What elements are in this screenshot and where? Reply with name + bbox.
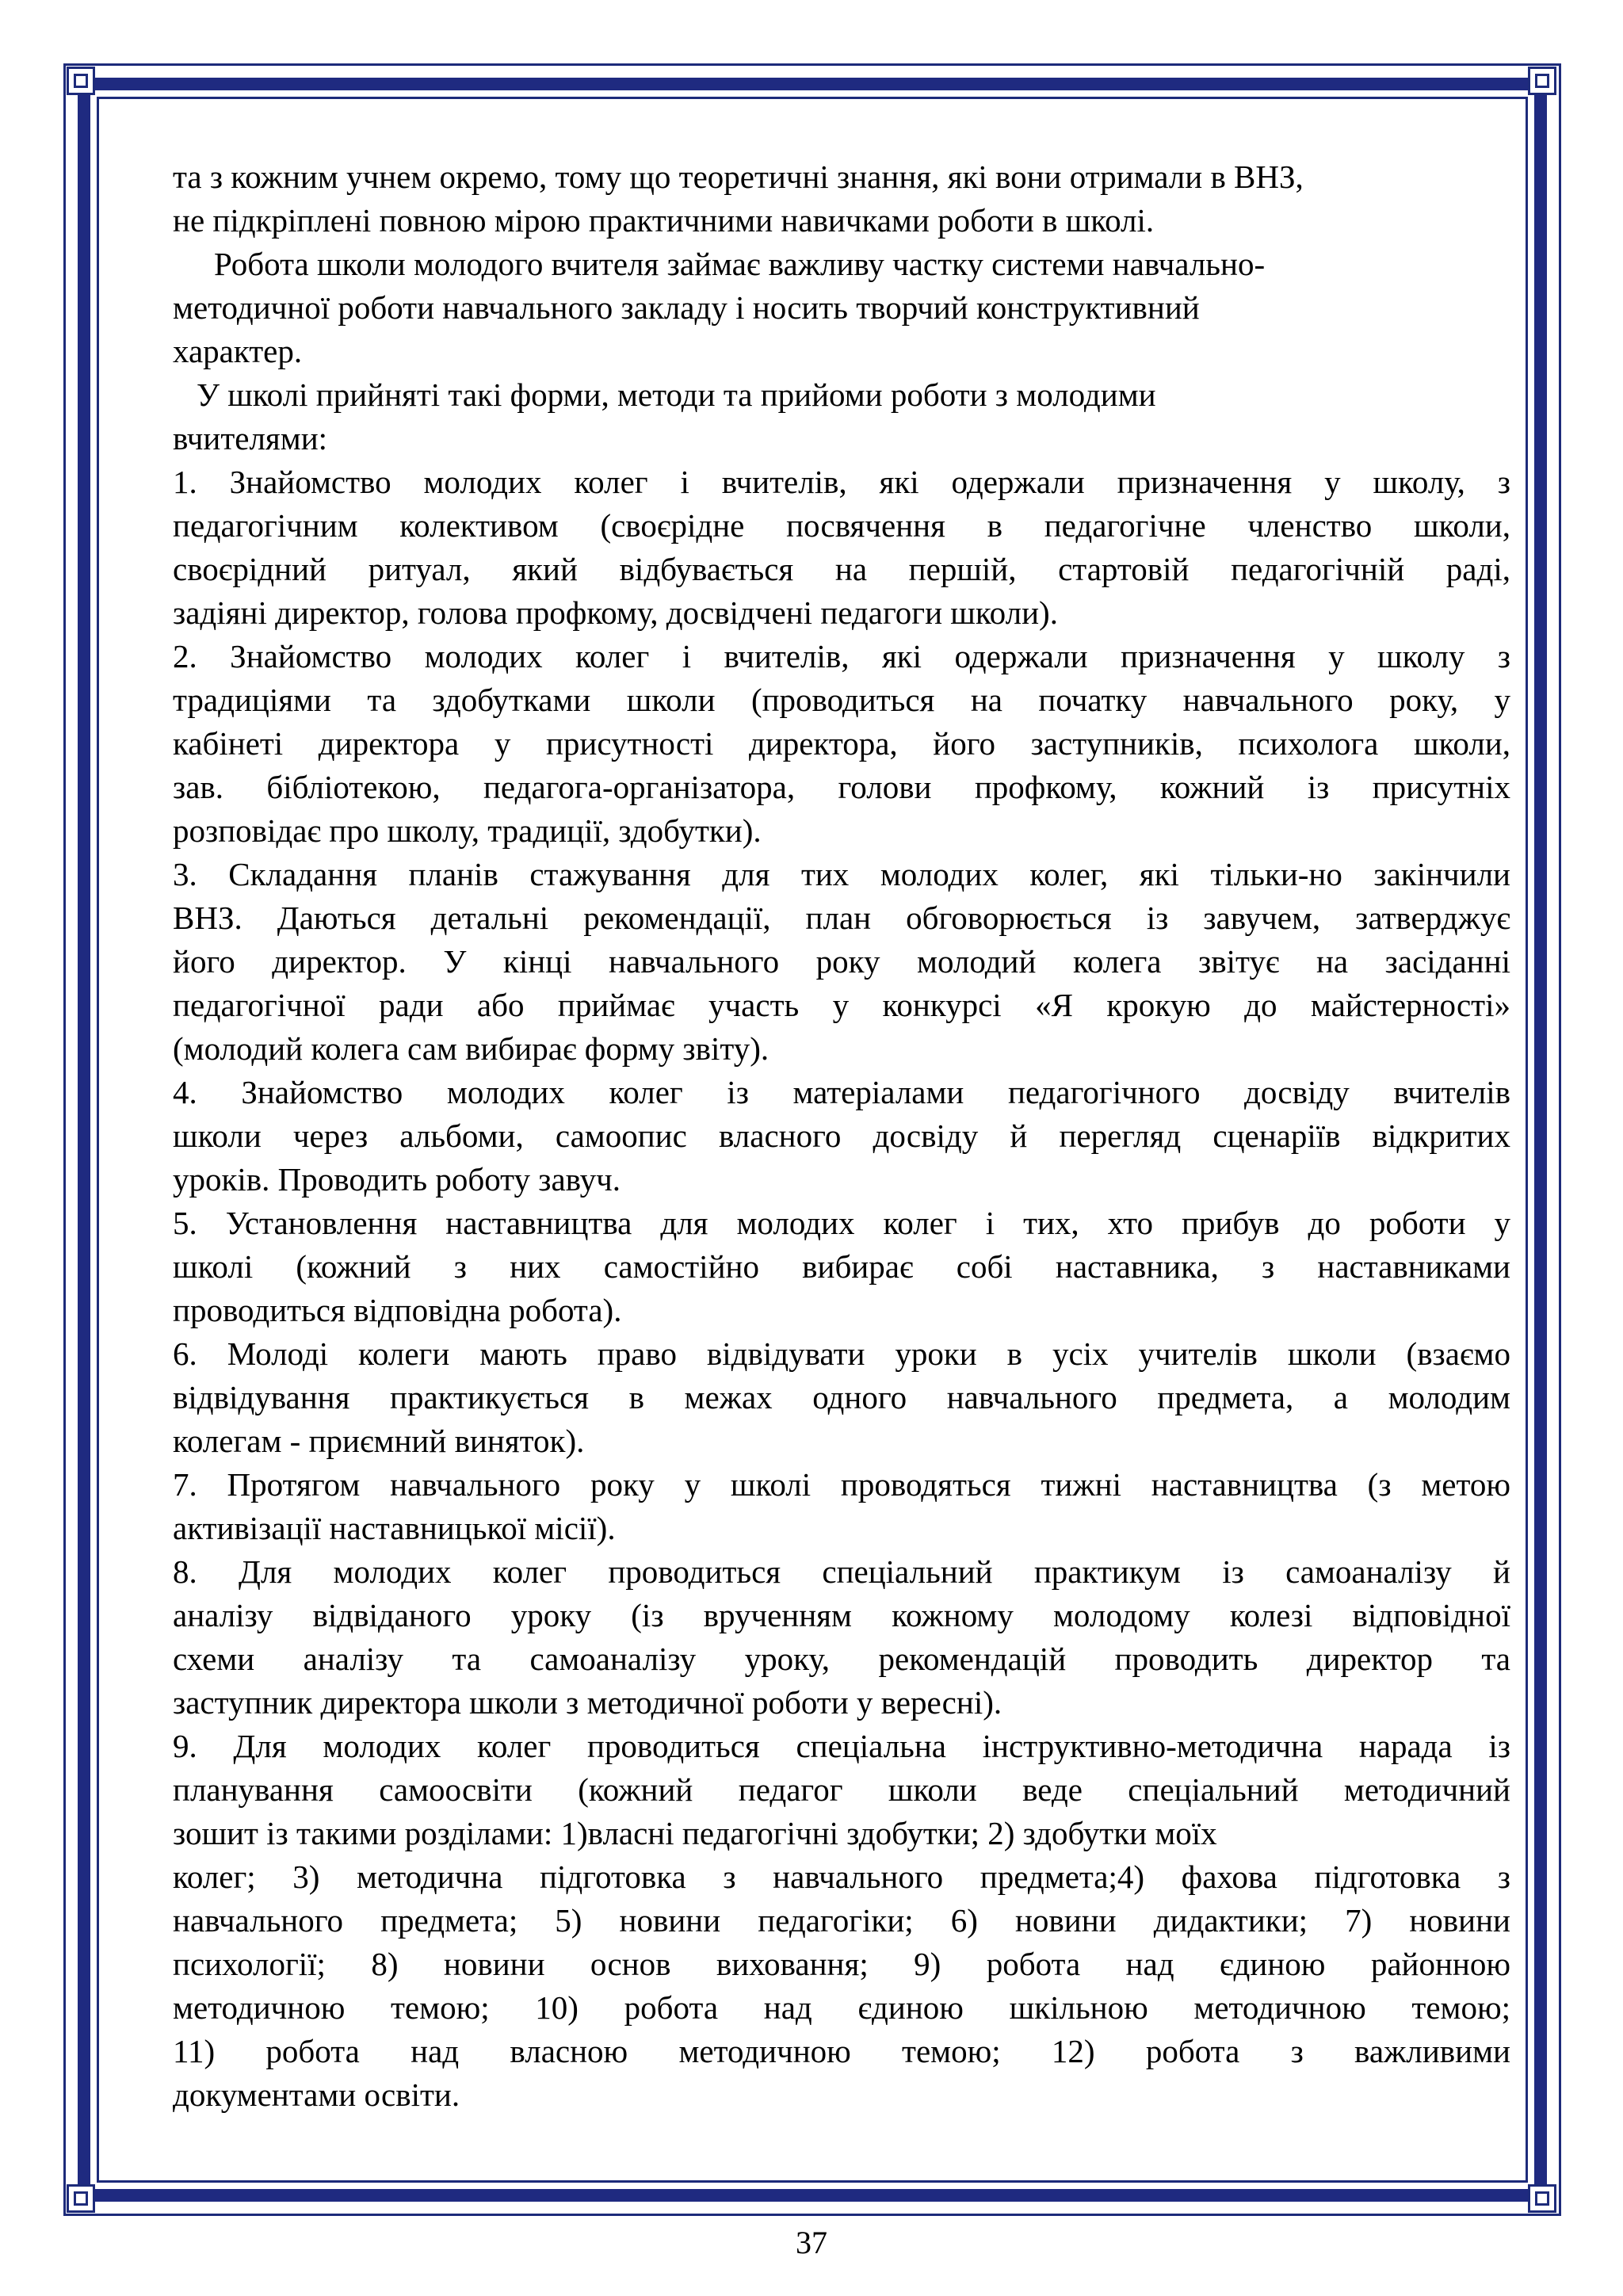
text-line: психології; 8) новини основ виховання; 9) робота над єдиною районною — [173, 1946, 1510, 1982]
text-line: педагогічної ради або приймає участь у конкурсі «Я крокую до майстерності» — [173, 987, 1510, 1023]
text-line: (молодий колега сам вибирає форму звіту). — [173, 1030, 769, 1067]
text-line: відвідування практикується в межах одного навчального предмета, а молодим — [173, 1379, 1510, 1415]
text-line: активізації наставницької місії). — [173, 1510, 616, 1546]
text-line: педагогічним колективом (своєрідне посвячення в педагогічне членство школи, — [173, 507, 1510, 544]
text-line: методичної роботи навчального закладу і носить творчий конструктивний — [173, 289, 1200, 326]
text-line: школи через альбоми, самоопис власного досвіду й перегляд сценаріїв відкритих — [173, 1117, 1510, 1154]
text-line: вчителями: — [173, 420, 328, 457]
text-line: кабінеті директора у присутності директора, його заступників, психолога школи, — [173, 725, 1510, 762]
border-corner-ornament — [59, 59, 103, 103]
text-line: схеми аналізу та самоаналізу уроку, рекомендацій проводить директор та — [173, 1641, 1510, 1677]
text-line: колег; 3) методична підготовка з навчального предмета;4) фахова підготовка з — [173, 1859, 1510, 1895]
text-line: проводиться відповідна робота). — [173, 1292, 622, 1328]
text-line: 9. Для молодих колег проводиться спеціальна інструктивно-методична нарада із — [173, 1728, 1510, 1764]
text-line: 3. Складання планів стажування для тих молодих колег, які тільки-но закінчили — [173, 856, 1510, 892]
text-line: уроків. Проводить роботу завуч. — [173, 1161, 621, 1198]
border-corner-ornament — [59, 2176, 103, 2221]
text-line: розповідає про школу, традиції, здобутки). — [173, 812, 762, 849]
text-line: традиціями та здобутками школи (проводиться на початку навчального року, у — [173, 682, 1510, 718]
text-line: своєрідний ритуал, який відбувається на першій, стартовій педагогічній раді, — [173, 551, 1510, 587]
text-line: 7. Протягом навчального року у школі проводяться тижні наставництва (з метою — [173, 1466, 1510, 1503]
text-line: заступник директора школи з методичної роботи у вересні). — [173, 1684, 1002, 1721]
text-line: Робота школи молодого вчителя займає важливу частку системи навчально- — [214, 246, 1266, 282]
text-line: характер. — [173, 333, 303, 369]
text-line: 2. Знайомство молодих колег і вчителів, які одержали призначення у школу з — [173, 638, 1510, 674]
text-line: У школі прийняті такі форми, методи та прийоми роботи з молодими — [197, 376, 1156, 413]
text-line: ВНЗ. Даються детальні рекомендації, план обговорюється із завучем, затверджує — [173, 900, 1510, 936]
text-line: аналізу відвіданого уроку (із врученням кожному молодому колезі відповідної — [173, 1597, 1510, 1633]
document-body — [173, 155, 1510, 2117]
border-corner-ornament — [1520, 59, 1564, 103]
text-line: колегам - приємний виняток). — [173, 1423, 585, 1459]
text-line: 5. Установлення наставництва для молодих колег і тих, хто прибув до роботи у — [173, 1205, 1510, 1241]
text-line: 11) робота над власною методичною темою; 12) робота з важливими — [173, 2033, 1510, 2069]
text-line: задіяні директор, голова профкому, досвідчені педагоги школи). — [173, 594, 1058, 631]
text-line: 1. Знайомство молодих колег і вчителів, які одержали призначення у школу, з — [173, 464, 1510, 500]
border-corner-ornament — [1520, 2176, 1564, 2221]
text-line: не підкріплені повною мірою практичними навичками роботи в школі. — [173, 202, 1155, 239]
text-line: зав. бібліотекою, педагога-організатора, голови профкому, кожний із присутніх — [173, 769, 1510, 805]
text-line: планування самоосвіти (кожний педагог школи веде спеціальний методичний — [173, 1771, 1510, 1808]
text-line: навчального предмета; 5) новини педагогіки; 6) новини дидактики; 7) новини — [173, 1902, 1510, 1939]
text-line: зошит із такими розділами: 1)власні педагогічні здобутки; 2) здобутки моїх — [173, 1815, 1217, 1851]
text-line: школі (кожний з них самостійно вибирає собі наставника, з наставниками — [173, 1248, 1510, 1285]
text-line: 8. Для молодих колег проводиться спеціальний практикум із самоаналізу й — [173, 1553, 1510, 1590]
text-line: документами освіти. — [173, 2076, 460, 2113]
text-line: його директор. У кінці навчального року молодий колега звітує на засіданні — [173, 943, 1510, 980]
text-line: та з кожним учнем окремо, тому що теоретичні знання, які вони отримали в ВНЗ, — [173, 159, 1304, 195]
text-line: 4. Знайомство молодих колег із матеріалами педагогічного досвіду вчителів — [173, 1074, 1510, 1110]
text-line: методичною темою; 10) робота над єдиною шкільною методичною темою; — [173, 1989, 1510, 2026]
text-line: 6. Молоді колеги мають право відвідувати уроки в усіх учителів школи (взаємо — [173, 1335, 1510, 1372]
page-number: 37 — [796, 2225, 827, 2260]
